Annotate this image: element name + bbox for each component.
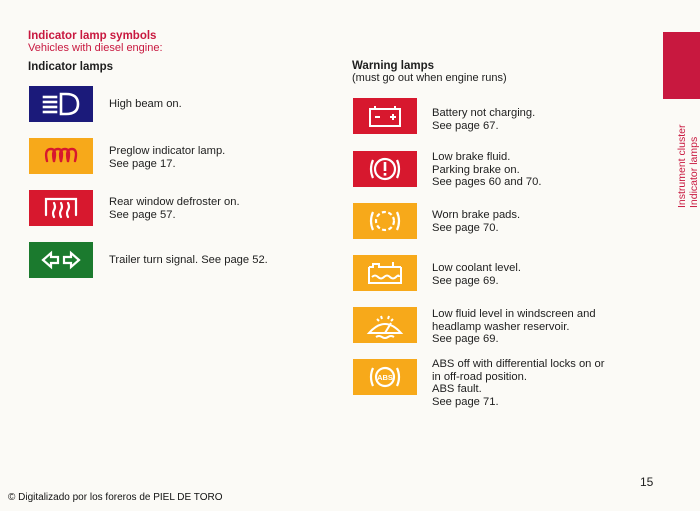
preglow-description: Preglow indicator lamp. See page 17.: [109, 145, 226, 170]
trailer-turn-signal-description: Trailer turn signal. See page 52.: [109, 254, 268, 266]
brake-pad-wear-icon: [365, 206, 405, 236]
brake-pads-description: Worn brake pads. See page 70.: [432, 209, 521, 234]
high-beam-lamp: [29, 86, 93, 122]
rear-defroster-lamp: [29, 190, 93, 226]
scan-credit: © Digitalizado por los foreros de PIEL DE TORO: [8, 492, 223, 503]
coolant-lamp: [353, 255, 417, 291]
rear-defroster-description: Rear window defroster on. See page 57.: [109, 196, 240, 221]
coolant-level-icon: [363, 259, 407, 287]
abs-icon: [365, 362, 405, 392]
svg-text:ABS: ABS: [377, 373, 393, 382]
rear-window-defroster-icon: [43, 195, 79, 221]
brake-warning-lamp: [353, 151, 417, 187]
section-tab: [663, 32, 700, 99]
warning-lamps-heading: Warning lamps: [352, 60, 434, 72]
coolant-description: Low coolant level. See page 69.: [432, 262, 521, 287]
preglow-lamp: [29, 138, 93, 174]
washer-fluid-description: Low fluid level in windscreen and headlamp washer reservoir. See page 69.: [432, 308, 596, 346]
page-title: Indicator lamp symbols: [28, 30, 157, 42]
abs-description: ABS off with differential locks on or in off-road position. ABS fault. See page 71.: [432, 358, 605, 408]
battery-description: Battery not charging. See page 67.: [432, 107, 536, 132]
brake-warning-icon: [365, 154, 405, 184]
trailer-turn-signal-icon: [41, 250, 81, 270]
indicator-lamps-heading: Indicator lamps: [28, 61, 113, 73]
page-number: 15: [640, 475, 654, 489]
brake-pads-lamp: [353, 203, 417, 239]
washer-fluid-lamp: [353, 307, 417, 343]
side-section-label: Instrument cluster Indicator lamps: [676, 124, 700, 208]
preglow-coil-icon: [41, 145, 81, 167]
battery-icon: [365, 103, 405, 129]
brake-warning-description: Low brake fluid. Parking brake on. See pages 60 and 70.: [432, 151, 542, 189]
abs-lamp: [353, 359, 417, 395]
washer-fluid-icon: [363, 311, 407, 339]
high-beam-icon: [41, 91, 81, 117]
trailer-turn-signal-lamp: [29, 242, 93, 278]
page-subtitle: Vehicles with diesel engine:: [28, 42, 163, 54]
warning-lamps-subheading: (must go out when engine runs): [352, 72, 507, 84]
high-beam-description: High beam on.: [109, 98, 182, 110]
battery-lamp: [353, 98, 417, 134]
